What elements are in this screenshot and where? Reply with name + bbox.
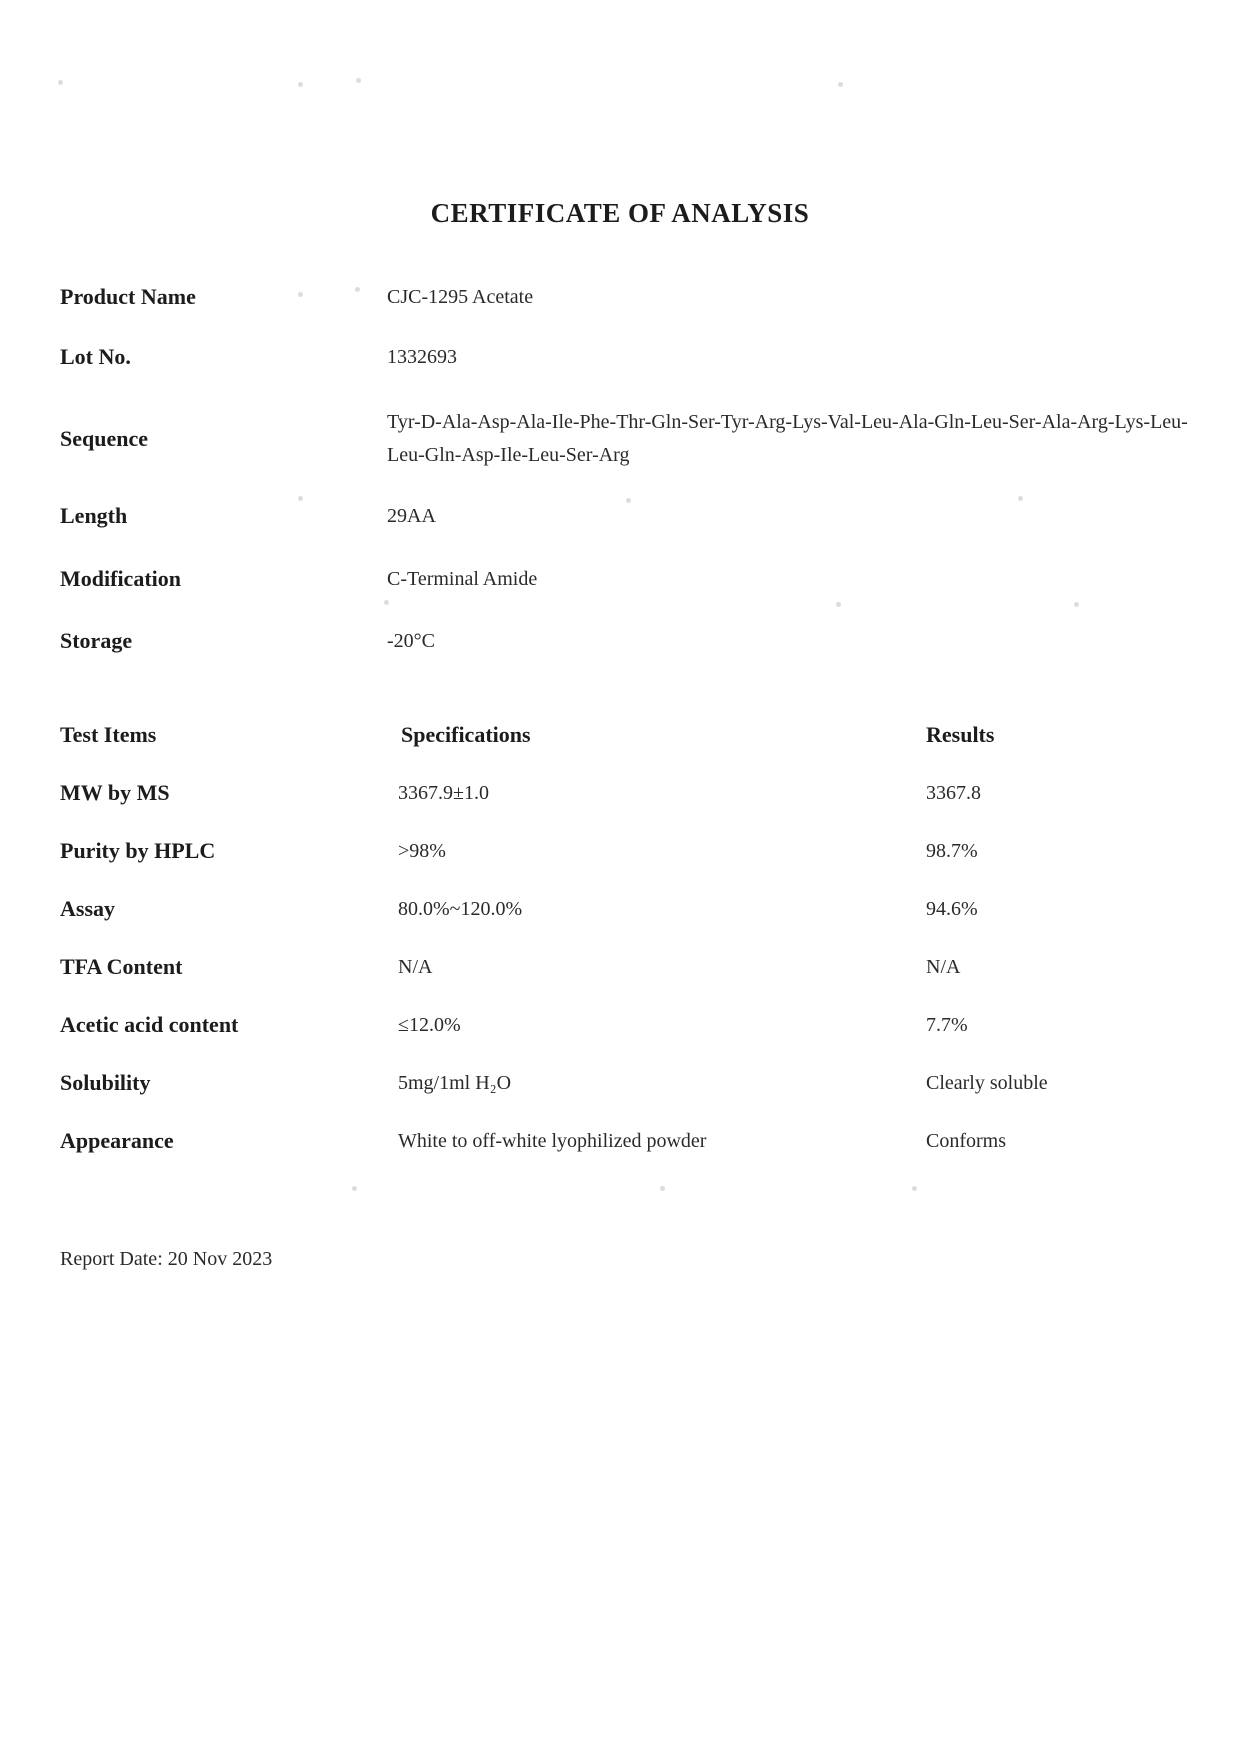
modification-value: C-Terminal Amide (387, 568, 538, 590)
length-value: 29AA (387, 505, 436, 527)
scan-speck (838, 82, 843, 87)
table-row-result: 7.7% (926, 1014, 968, 1036)
scan-speck (1018, 496, 1023, 501)
document-title: CERTIFICATE OF ANALYSIS (430, 198, 810, 228)
lot-no-value: 1332693 (387, 346, 457, 368)
scan-speck (356, 78, 361, 83)
table-row-spec: N/A (398, 956, 433, 978)
table-row-spec: ≤12.0% (398, 1014, 461, 1036)
scan-speck (1074, 602, 1079, 607)
table-row-item: MW by MS (60, 780, 170, 805)
scan-speck (626, 498, 631, 503)
table-row-item: TFA Content (60, 954, 183, 979)
scan-speck (912, 1186, 917, 1191)
product-name-label: Product Name (60, 284, 196, 309)
scan-speck (298, 82, 303, 87)
scan-speck (58, 80, 63, 85)
scan-speck (660, 1186, 665, 1191)
table-row-result: 98.7% (926, 840, 978, 862)
table-row-item: Acetic acid content (60, 1012, 239, 1037)
length-label: Length (60, 503, 128, 528)
storage-value: -20°C (387, 630, 435, 652)
table-row-result: 3367.8 (926, 782, 981, 804)
scan-speck (298, 496, 303, 501)
report-date: Report Date: 20 Nov 2023 (60, 1248, 273, 1270)
modification-label: Modification (60, 566, 181, 591)
table-row-item: Solubility (60, 1070, 151, 1095)
sequence-label: Sequence (60, 426, 148, 451)
table-row-result: Clearly soluble (926, 1072, 1048, 1094)
scan-speck (352, 1186, 357, 1191)
scan-speck (298, 292, 303, 297)
table-row-result: N/A (926, 956, 961, 978)
table-row-item: Purity by HPLC (60, 838, 216, 863)
storage-label: Storage (60, 628, 133, 653)
header-specifications: Specifications (401, 722, 531, 747)
product-name-value: CJC-1295 Acetate (387, 286, 534, 308)
table-row-result: 94.6% (926, 898, 978, 920)
scan-speck (384, 600, 389, 605)
table-row-spec: White to off-white lyophilized powder (398, 1130, 707, 1152)
header-results: Results (926, 722, 995, 747)
sequence-value: Tyr-D-Ala-Asp-Ala-Ile-Phe-Thr-Gln-Ser-Tyr-Arg-Lys-Val-Leu-Ala-Gln-Leu-Ser-Ala-Arg-Lys-Leu-Leu-Gln-Asp-Ile-Leu-Ser-Arg (387, 411, 1188, 466)
header-test-items: Test Items (60, 722, 157, 747)
table-row-spec: 80.0%~120.0% (398, 898, 523, 920)
lot-no-label: Lot No. (60, 344, 131, 369)
table-row-spec: 3367.9±1.0 (398, 782, 489, 804)
table-row-item: Assay (60, 896, 116, 921)
table-row-result: Conforms (926, 1130, 1006, 1152)
scan-speck (836, 602, 841, 607)
table-row-spec: >98% (398, 840, 446, 862)
table-row-spec: 5mg/1ml H₂O (398, 1072, 512, 1094)
table-row-item: Appearance (60, 1128, 174, 1153)
scan-speck (355, 287, 360, 292)
